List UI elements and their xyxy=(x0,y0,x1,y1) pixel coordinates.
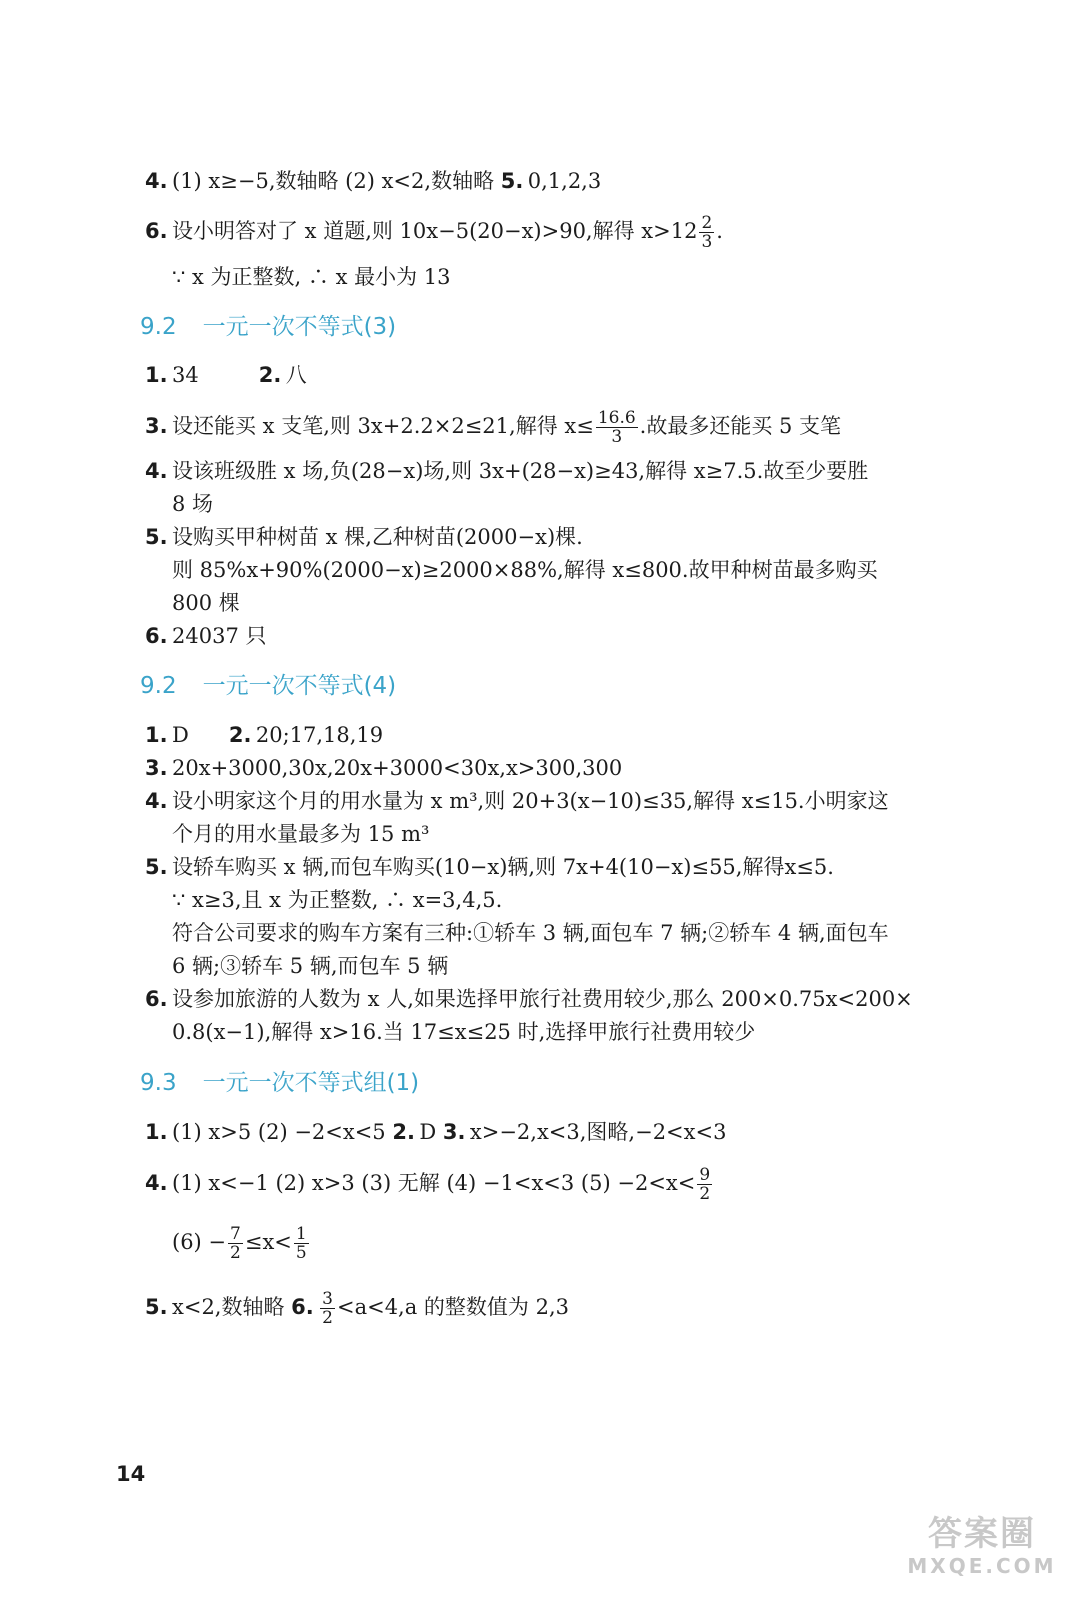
fraction xyxy=(294,1225,309,1262)
watermark-url: MXQE.COM xyxy=(907,1554,1057,1578)
section-heading xyxy=(140,1067,419,1099)
answer-line: 800 棵 xyxy=(172,591,240,615)
question-number: 4. xyxy=(145,1171,168,1195)
question-number: 1. xyxy=(145,363,168,387)
page-number: 14 xyxy=(116,1462,146,1486)
answer-text: 20x+3000,30x,20x+3000<30x,x>300,300 xyxy=(172,756,623,780)
section-heading xyxy=(140,311,396,343)
answer-text: 设该班级胜 x 场,负(28−x)场,则 3x+(28−x)≥43,解得 x≥7.5.故至少要胜 xyxy=(172,459,869,483)
denominator: 2 xyxy=(322,1308,333,1328)
answer-line xyxy=(145,214,723,251)
question-number: 6. xyxy=(145,987,168,1011)
denominator: 2 xyxy=(699,1184,711,1204)
answer-line xyxy=(145,852,834,882)
denominator: 3 xyxy=(701,232,713,252)
answer-text: 设轿车购买 x 辆,而包车购买(10−x)辆,则 7x+4(10−x)≤55,解得x≤5. xyxy=(172,855,834,879)
denominator: 2 xyxy=(230,1243,241,1263)
answer-line xyxy=(145,1117,726,1147)
question-number: 1. xyxy=(145,1120,168,1144)
question-number: 5. xyxy=(145,1295,168,1319)
answer-text: D xyxy=(419,1120,443,1144)
question-number: 5. xyxy=(145,855,168,879)
question-number: 5. xyxy=(145,525,168,549)
fraction xyxy=(699,214,714,251)
section-title: 一元一次不等式组(1) xyxy=(202,1070,420,1096)
numerator: 1 xyxy=(295,1224,307,1244)
question-number: 3. xyxy=(145,756,168,780)
numerator: 3 xyxy=(322,1289,333,1309)
answer-text: . xyxy=(716,219,723,243)
answer-line: 6 辆;③轿车 5 辆,而包车 5 辆 xyxy=(172,954,449,978)
answer-line: 8 场 xyxy=(172,492,214,516)
section-title: 一元一次不等式(3) xyxy=(202,314,397,340)
denominator: 5 xyxy=(295,1243,307,1263)
question-number: 2. xyxy=(258,363,282,387)
fraction xyxy=(228,1225,243,1262)
fraction xyxy=(320,1290,335,1327)
answer-line: 个月的用水量最多为 15 m³ xyxy=(172,822,430,846)
answer-text: (1) x≥−5,数轴略 (2) x<2,数轴略 xyxy=(172,169,501,193)
watermark-logo xyxy=(902,1514,1062,1584)
answer-line xyxy=(145,753,622,783)
answer-text: D xyxy=(172,723,189,747)
answer-line: ∵ x 为正整数, ∴ x 最小为 13 xyxy=(172,265,451,289)
question-number: 6. xyxy=(291,1295,314,1319)
section-heading xyxy=(140,670,396,702)
answer-text: 0,1,2,3 xyxy=(527,169,602,193)
answer-text: 24037 只 xyxy=(172,624,267,648)
answer-text: <a<4,a 的整数值为 2,3 xyxy=(336,1295,569,1319)
fraction xyxy=(596,409,638,446)
answer-text: x>−2,x<3,图略,−2<x<3 xyxy=(469,1120,727,1144)
numerator: 7 xyxy=(230,1224,241,1244)
answer-line xyxy=(145,522,583,552)
section-title: 一元一次不等式(4) xyxy=(202,673,397,699)
question-number: 6. xyxy=(145,624,168,648)
numerator: 2 xyxy=(701,213,713,233)
answer-line: ∵ x≥3,且 x 为正整数, ∴ x=3,4,5. xyxy=(172,888,503,912)
answer-text: 设还能买 x 支笔,则 3x+2.2×2≤21,解得 x≤ xyxy=(172,414,594,438)
watermark-text: 答案圈 xyxy=(928,1514,1036,1554)
answer-text: 设参加旅游的人数为 x 人,如果选择甲旅行社费用较少,那么 200×0.75x<200× xyxy=(172,987,913,1011)
question-number: 2. xyxy=(228,723,252,747)
answer-line: 0.8(x−1),解得 x>16.当 17≤x≤25 时,选择甲旅行社费用较少 xyxy=(172,1020,756,1044)
question-number: 3. xyxy=(442,1120,466,1144)
numerator: 9 xyxy=(699,1165,711,1185)
question-number: 2. xyxy=(392,1120,415,1144)
answer-line xyxy=(145,409,841,446)
answer-text: 34 xyxy=(172,363,199,387)
answer-line xyxy=(145,360,307,390)
answer-line xyxy=(172,1225,311,1262)
answer-line: 则 85%x+90%(2000−x)≥2000×88%,解得 x≤800.故甲种树苗最多购买 xyxy=(172,558,878,582)
denominator: 3 xyxy=(611,427,623,447)
answer-line xyxy=(145,1290,569,1327)
question-number: 4. xyxy=(145,169,168,193)
answer-line xyxy=(145,621,266,651)
question-number: 3. xyxy=(145,414,168,438)
answer-line xyxy=(145,786,889,816)
answer-line xyxy=(145,1166,714,1203)
answer-text: 20;17,18,19 xyxy=(255,723,384,747)
answer-text: (1) x<−1 (2) x>3 (3) 无解 (4) −1<x<3 (5) −2<x< xyxy=(172,1171,696,1195)
answer-text: (1) x>5 (2) −2<x<5 xyxy=(172,1120,393,1144)
section-number: 9.2 xyxy=(140,314,177,340)
answer-text: .故最多还能买 5 支笔 xyxy=(639,414,842,438)
answer-line xyxy=(145,166,601,196)
answer-text: ≤x< xyxy=(244,1230,292,1254)
section-number: 9.2 xyxy=(140,673,177,699)
question-number: 4. xyxy=(145,789,168,813)
answer-line xyxy=(145,720,383,750)
question-number: 4. xyxy=(145,459,168,483)
answer-line xyxy=(145,456,868,486)
question-number: 1. xyxy=(145,723,168,747)
answer-text: x<2,数轴略 xyxy=(172,1295,292,1319)
answer-text: 设小明家这个月的用水量为 x m³,则 20+3(x−10)≤35,解得 x≤15.小明家这 xyxy=(172,789,889,813)
numerator: 16.6 xyxy=(597,408,636,428)
question-number: 5. xyxy=(500,169,524,193)
answer-text: 八 xyxy=(285,363,307,387)
answer-text: (6) − xyxy=(172,1230,227,1254)
section-number: 9.3 xyxy=(140,1070,177,1096)
answer-line: 符合公司要求的购车方案有三种:①轿车 3 辆,面包车 7 辆;②轿车 4 辆,面包车 xyxy=(172,921,889,945)
question-number: 6. xyxy=(145,219,168,243)
answer-text: 设小明答对了 x 道题,则 10x−5(20−x)>90,解得 x>12 xyxy=(172,219,698,243)
answer-line xyxy=(145,984,913,1014)
fraction xyxy=(697,1166,712,1203)
answer-text: 设购买甲种树苗 x 棵,乙种树苗(2000−x)棵. xyxy=(172,525,583,549)
